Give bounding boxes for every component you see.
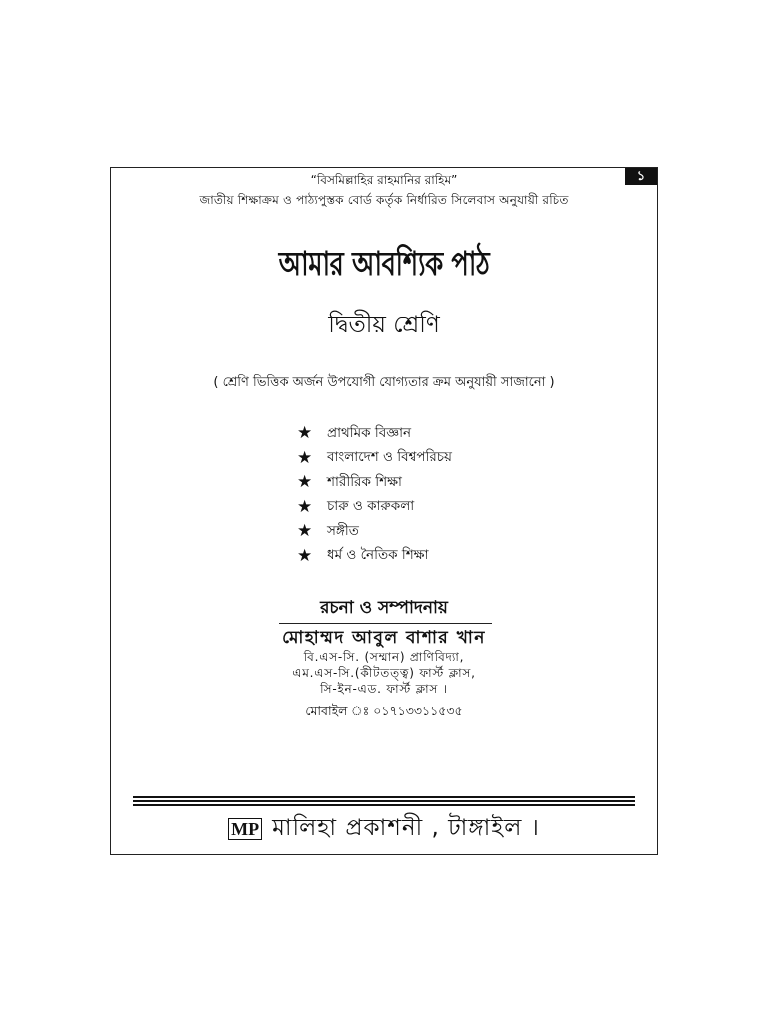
divider [279,623,492,624]
subject-label: বাংলাদেশ ও বিশ্বপরিচয় [327,449,453,466]
star-icon: ★ [297,521,313,542]
subject-label: সঙ্গীত [327,522,359,539]
book-title: আমার আবশ্যিক পাঠ [278,244,490,283]
star-icon: ★ [297,423,313,444]
qualification-line: সি-ইন-এড. ফার্স্ট ক্লাস । [320,682,448,696]
divider [133,804,635,806]
subject-item [297,495,452,520]
subject-item [297,421,452,446]
subject-label: শারীরিক শিক্ষা [327,473,402,490]
star-icon: ★ [297,472,313,493]
divider [133,796,635,798]
author-name: মোহাম্মদ আবুল বাশার খান [282,628,486,648]
star-icon: ★ [297,447,313,468]
curriculum-note: জাতীয় শিক্ষাক্রম ও পাঠ্যপুস্তক বোর্ড কর্তৃক নির্ধারিত সিলেবাস অনুযায়ী রচিত [199,193,569,207]
subject-item [297,470,452,495]
qualification-line: বি.এস-সি. (সম্মান) প্রাণিবিদ্যা, [303,650,465,664]
footer-rules [133,796,635,808]
star-icon: ★ [297,496,313,517]
divider [133,800,635,802]
publisher-logo: MP [228,818,262,840]
editing-heading: রচনা ও সম্পাদনায় [320,598,448,618]
subject-label: ধর্ম ও নৈতিক শিক্ষা [327,547,429,564]
subject-label: প্রাথমিক বিজ্ঞান [327,424,412,441]
publisher-name: মালিহা প্রকাশনী , টাঙ্গাইল । [272,815,540,841]
page-number: ১ [625,168,657,185]
subject-item [297,519,452,544]
subject-item [297,446,452,471]
qualification-line: এম.এস-সি.(কীটতত্ত্ব) ফার্স্ট ক্লাস, [292,666,476,680]
subject-item [297,544,452,569]
blessing-line: “বিসমিল্লাহির রাহমানির রাহিম” [310,173,458,187]
mobile-number: মোবাইল ঃ ০১৭১৩৩১১৫৩৫ [305,703,463,718]
arrangement-note: ( শ্রেণি ভিত্তিক অর্জন উপযোগী যোগ্যতার ক্রম অনুযায়ী সাজানো ) [213,375,555,390]
grade-label: দ্বিতীয় শ্রেণি [328,312,440,338]
subject-label: চারু ও কারুকলা [327,498,415,515]
subject-list [297,421,452,568]
book-cover-page [110,167,658,855]
star-icon: ★ [297,545,313,566]
publisher-block [111,809,657,848]
